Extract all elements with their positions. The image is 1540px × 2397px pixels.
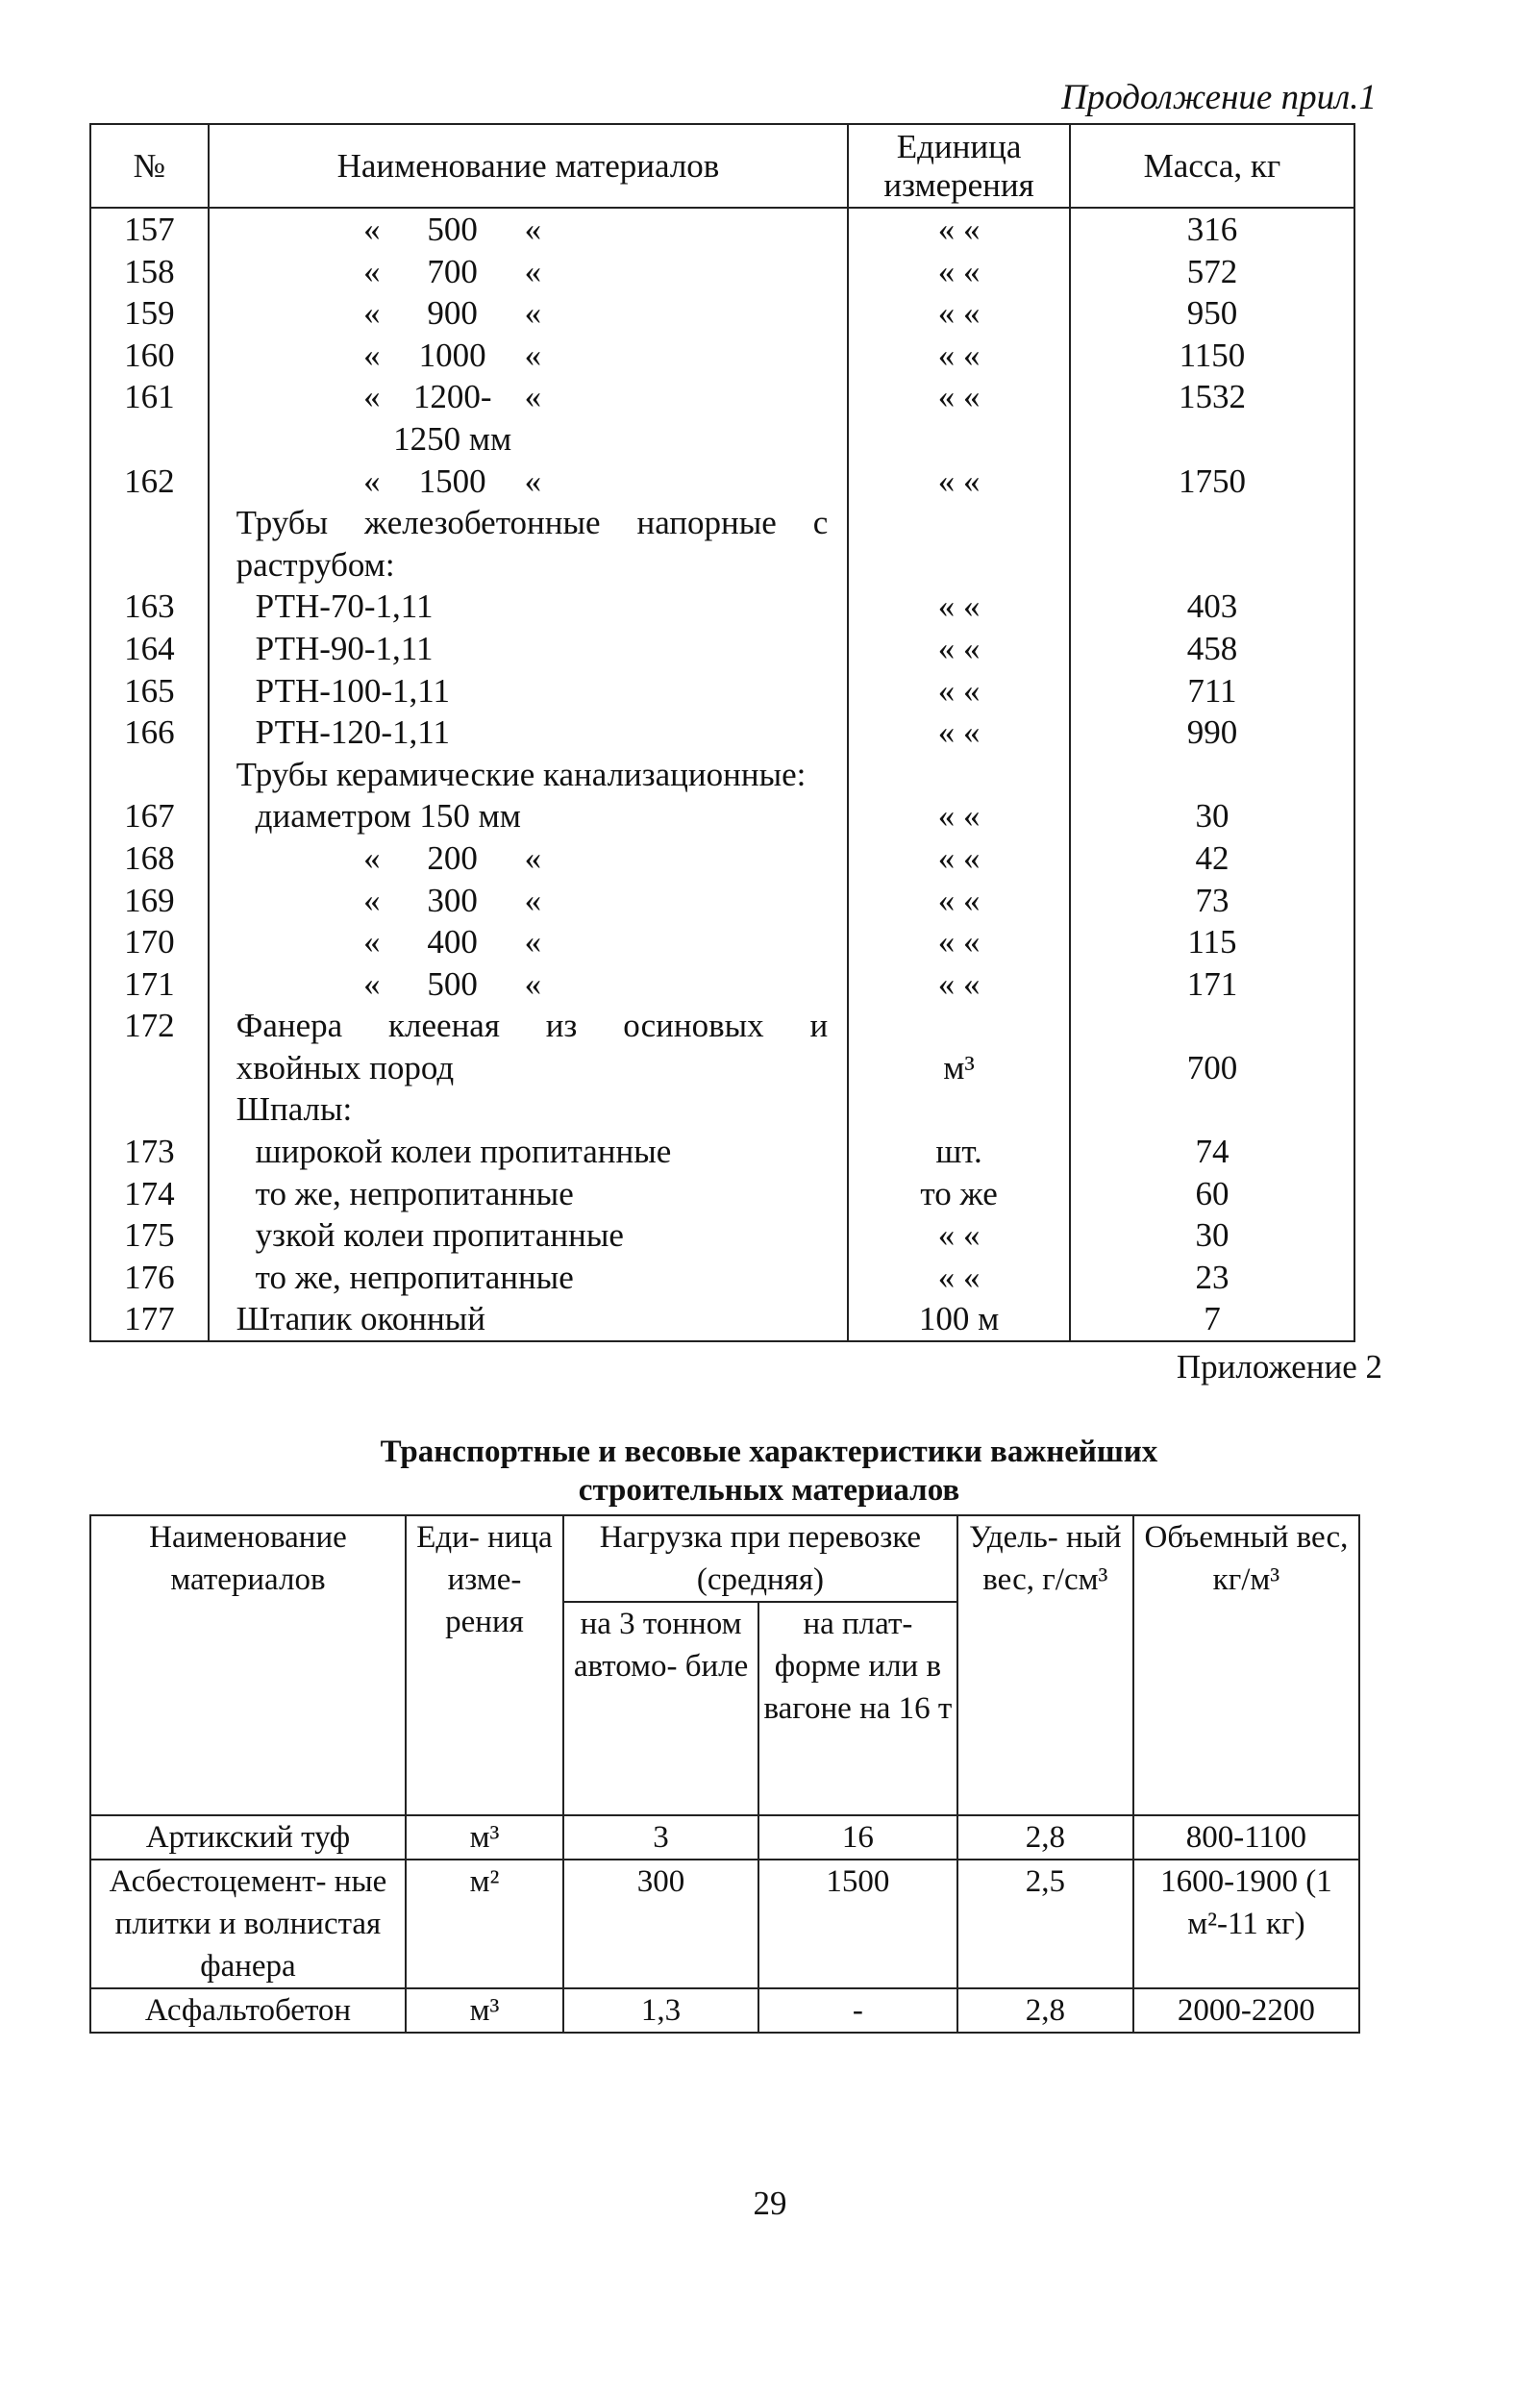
cell-unit: « « (848, 880, 1070, 922)
ditto-mark: « (524, 294, 542, 333)
cell-wagon: 16 (758, 1815, 957, 1860)
table-row (90, 1131, 1354, 1173)
table-row (90, 461, 1354, 503)
cell-material-name (209, 335, 849, 377)
table2-header-row (90, 1515, 1359, 1602)
cell-specific-weight: 2,8 (957, 1815, 1133, 1860)
cell-unit: м² (406, 1860, 563, 1988)
ditto-mark: « (363, 881, 381, 919)
cell-material-name: Трубы железобетонные напорные с (209, 502, 849, 544)
cell-material-name: узкой колеи пропитанные (209, 1214, 849, 1257)
cell-material-name (209, 251, 849, 293)
cell-unit: шт. (848, 1131, 1070, 1173)
ditto-mark: « (363, 964, 381, 1003)
cell-number: 157 (90, 208, 209, 251)
ditto-value: 400 (427, 923, 478, 961)
ditto-mark: « (363, 336, 381, 374)
cell-number: 162 (90, 461, 209, 503)
cell-number: 175 (90, 1214, 209, 1257)
transport-characteristics-table (89, 1514, 1360, 2034)
cell-unit (848, 1088, 1070, 1131)
table-row (90, 1298, 1354, 1341)
ditto-value: 200 (427, 838, 478, 877)
cell-material-name (209, 376, 849, 460)
materials-mass-table (89, 123, 1355, 1342)
cell-mass: 60 (1070, 1173, 1354, 1215)
table-row (90, 544, 1354, 587)
cell-unit: « « (848, 1214, 1070, 1257)
ditto-value: 1000 (418, 336, 486, 374)
cell-name: Асфальтобетон (90, 1988, 406, 2033)
cell-number: 159 (90, 292, 209, 335)
ditto-mark: « (524, 923, 542, 961)
cell-unit: « « (848, 376, 1070, 460)
cell-material-name: Фанера клееная из осиновых и (209, 1005, 849, 1047)
cell-wagon: 1500 (758, 1860, 957, 1988)
cell-mass: 74 (1070, 1131, 1354, 1173)
cell-number: 176 (90, 1257, 209, 1299)
ditto-mark: « (524, 336, 542, 374)
cell-mass (1070, 1088, 1354, 1131)
cell-material-name (209, 461, 849, 503)
cell-mass: 403 (1070, 586, 1354, 628)
cell-material-name (209, 208, 849, 251)
ditto-mark: « (524, 252, 542, 290)
cell-material-name: РТН-120-1,11 (209, 712, 849, 754)
cell-mass: 700 (1070, 1047, 1354, 1089)
header-mass: Масса, кг (1070, 124, 1354, 208)
ditto-value: 1500 (418, 462, 486, 500)
cell-truck: 300 (563, 1860, 758, 1988)
header-material-name: Наименование материалов (209, 124, 849, 208)
table-row (90, 921, 1354, 963)
table-row (90, 586, 1354, 628)
cell-mass (1070, 502, 1354, 544)
cell-number: 165 (90, 670, 209, 712)
ditto-value: 500 (427, 211, 478, 248)
cell-name: Асбестоцемент- ные плитки и волнистая фанера (90, 1860, 406, 1988)
cell-unit: м³ (848, 1047, 1070, 1089)
cell-unit (848, 1005, 1070, 1047)
cell-unit (848, 502, 1070, 544)
cell-material-name: то же, непропитанные (209, 1257, 849, 1299)
cell-mass: 990 (1070, 712, 1354, 754)
cell-unit: « « (848, 795, 1070, 837)
table-row (90, 1815, 1359, 1860)
table-row (90, 963, 1354, 1006)
cell-mass: 1150 (1070, 335, 1354, 377)
table-row (90, 1257, 1354, 1299)
cell-number: 158 (90, 251, 209, 293)
cell-name: Артикский туф (90, 1815, 406, 1860)
cell-number: 171 (90, 963, 209, 1006)
cell-unit: « « (848, 335, 1070, 377)
cell-material-name (209, 292, 849, 335)
cell-mass: 171 (1070, 963, 1354, 1006)
cell-unit: 100 м (848, 1298, 1070, 1341)
ditto-value: 1200-1250 мм (393, 378, 512, 458)
header-unit: Еди- ница изме- рения (406, 1515, 563, 1815)
cell-unit: « « (848, 712, 1070, 754)
cell-material-name: РТН-100-1,11 (209, 670, 849, 712)
cell-material-name: РТН-70-1,11 (209, 586, 849, 628)
ditto-mark: « (363, 462, 381, 500)
cell-number: 174 (90, 1173, 209, 1215)
cell-number: 168 (90, 837, 209, 880)
ditto-mark: « (363, 378, 381, 416)
cell-unit: « « (848, 837, 1070, 880)
table-row (90, 1005, 1354, 1047)
cell-unit: м³ (406, 1988, 563, 2033)
cell-material-name: Штапик оконный (209, 1298, 849, 1341)
appendix-label: Приложение 2 (1176, 1348, 1382, 1386)
cell-mass (1070, 1005, 1354, 1047)
ditto-mark: « (524, 838, 542, 877)
cell-mass: 711 (1070, 670, 1354, 712)
cell-material-name: раструбом: (209, 544, 849, 587)
cell-number: 172 (90, 1005, 209, 1047)
cell-number: 166 (90, 712, 209, 754)
cell-number (90, 754, 209, 796)
cell-mass (1070, 754, 1354, 796)
table-row (90, 1860, 1359, 1988)
table-row (90, 837, 1354, 880)
cell-number: 163 (90, 586, 209, 628)
ditto-value: 700 (427, 252, 478, 290)
cell-unit: « « (848, 1257, 1070, 1299)
cell-material-name (209, 837, 849, 880)
cell-unit: « « (848, 292, 1070, 335)
header-material-name: Наименование материалов (90, 1515, 406, 1815)
cell-truck: 1,3 (563, 1988, 758, 2033)
cell-number: 173 (90, 1131, 209, 1173)
ditto-value: 300 (427, 881, 478, 919)
table-row (90, 712, 1354, 754)
table-row (90, 251, 1354, 293)
cell-unit (848, 754, 1070, 796)
ditto-mark: « (524, 211, 542, 248)
cell-specific-weight: 2,5 (957, 1860, 1133, 1988)
cell-specific-weight: 2,8 (957, 1988, 1133, 2033)
cell-mass: 1750 (1070, 461, 1354, 503)
table-row (90, 1214, 1354, 1257)
cell-number (90, 502, 209, 544)
cell-mass: 73 (1070, 880, 1354, 922)
header-load-wagon: на плат- форме или в вагоне на 16 т (758, 1602, 957, 1815)
ditto-mark: « (363, 923, 381, 961)
cell-mass: 1532 (1070, 376, 1354, 460)
ditto-value: 500 (427, 964, 478, 1003)
cell-number: 177 (90, 1298, 209, 1341)
table-row (90, 628, 1354, 670)
header-specific-weight: Удель- ный вес, г/см³ (957, 1515, 1133, 1815)
table-row (90, 502, 1354, 544)
table-header-row (90, 124, 1354, 208)
cell-material-name: Трубы керамические канализационные: (209, 754, 849, 796)
ditto-mark: « (524, 378, 542, 416)
cell-wagon: - (758, 1988, 957, 2033)
cell-material-name (209, 880, 849, 922)
table-row (90, 1988, 1359, 2033)
cell-unit: « « (848, 963, 1070, 1006)
cell-number (90, 1047, 209, 1089)
ditto-mark: « (363, 252, 381, 290)
continuation-label: Продолжение прил.1 (1061, 78, 1377, 117)
ditto-mark: « (363, 211, 381, 248)
header-load-group: Нагрузка при перевозке (средняя) (563, 1515, 957, 1602)
cell-number: 164 (90, 628, 209, 670)
header-number: № (90, 124, 209, 208)
ditto-mark: « (363, 294, 381, 333)
cell-number: 167 (90, 795, 209, 837)
cell-unit: « « (848, 251, 1070, 293)
ditto-mark: « (524, 462, 542, 500)
cell-unit: « « (848, 670, 1070, 712)
cell-unit: « « (848, 921, 1070, 963)
cell-material-name (209, 921, 849, 963)
cell-mass: 316 (1070, 208, 1354, 251)
cell-unit: « « (848, 586, 1070, 628)
table-row (90, 208, 1354, 251)
cell-mass: 23 (1070, 1257, 1354, 1299)
table-row (90, 376, 1354, 460)
cell-material-name: диаметром 150 мм (209, 795, 849, 837)
table-row (90, 1088, 1354, 1131)
cell-mass: 115 (1070, 921, 1354, 963)
table-row (90, 1047, 1354, 1089)
ditto-mark: « (363, 838, 381, 877)
cell-number: 161 (90, 376, 209, 460)
table-row (90, 335, 1354, 377)
table-row (90, 292, 1354, 335)
cell-material-name: РТН-90-1,11 (209, 628, 849, 670)
cell-volume-weight: 1600-1900 (1 м²-11 кг) (1133, 1860, 1359, 1988)
cell-volume-weight: 2000-2200 (1133, 1988, 1359, 2033)
cell-unit: м³ (406, 1815, 563, 1860)
ditto-mark: « (524, 964, 542, 1003)
cell-mass (1070, 544, 1354, 587)
cell-mass: 30 (1070, 1214, 1354, 1257)
cell-unit: « « (848, 208, 1070, 251)
cell-number: 169 (90, 880, 209, 922)
cell-number (90, 1088, 209, 1131)
cell-unit (848, 544, 1070, 587)
cell-number (90, 544, 209, 587)
cell-mass: 42 (1070, 837, 1354, 880)
cell-mass: 7 (1070, 1298, 1354, 1341)
table-row (90, 795, 1354, 837)
header-volume-weight: Объемный вес, кг/м³ (1133, 1515, 1359, 1815)
table-row (90, 1173, 1354, 1215)
cell-material-name: Шпалы: (209, 1088, 849, 1131)
ditto-mark: « (524, 881, 542, 919)
cell-volume-weight: 800-1100 (1133, 1815, 1359, 1860)
materials-table-body (90, 208, 1354, 1341)
page-number: 29 (753, 2185, 787, 2222)
cell-mass: 30 (1070, 795, 1354, 837)
cell-material-name: широкой колеи пропитанные (209, 1131, 849, 1173)
cell-number: 160 (90, 335, 209, 377)
cell-material-name: то же, непропитанные (209, 1173, 849, 1215)
cell-material-name: хвойных пород (209, 1047, 849, 1089)
cell-mass: 572 (1070, 251, 1354, 293)
cell-unit: « « (848, 461, 1070, 503)
header-load-truck: на 3 тонном автомо- биле (563, 1602, 758, 1815)
ditto-value: 900 (427, 294, 478, 333)
table2-title: Транспортные и весовые характеристики важнейших строительных материалов (380, 1435, 1158, 1508)
header-unit: Единица измерения (848, 124, 1070, 208)
table-row (90, 754, 1354, 796)
cell-material-name (209, 963, 849, 1006)
table-row (90, 880, 1354, 922)
cell-number: 170 (90, 921, 209, 963)
table-row (90, 670, 1354, 712)
cell-unit: « « (848, 628, 1070, 670)
cell-mass: 950 (1070, 292, 1354, 335)
cell-unit: то же (848, 1173, 1070, 1215)
cell-mass: 458 (1070, 628, 1354, 670)
cell-truck: 3 (563, 1815, 758, 1860)
